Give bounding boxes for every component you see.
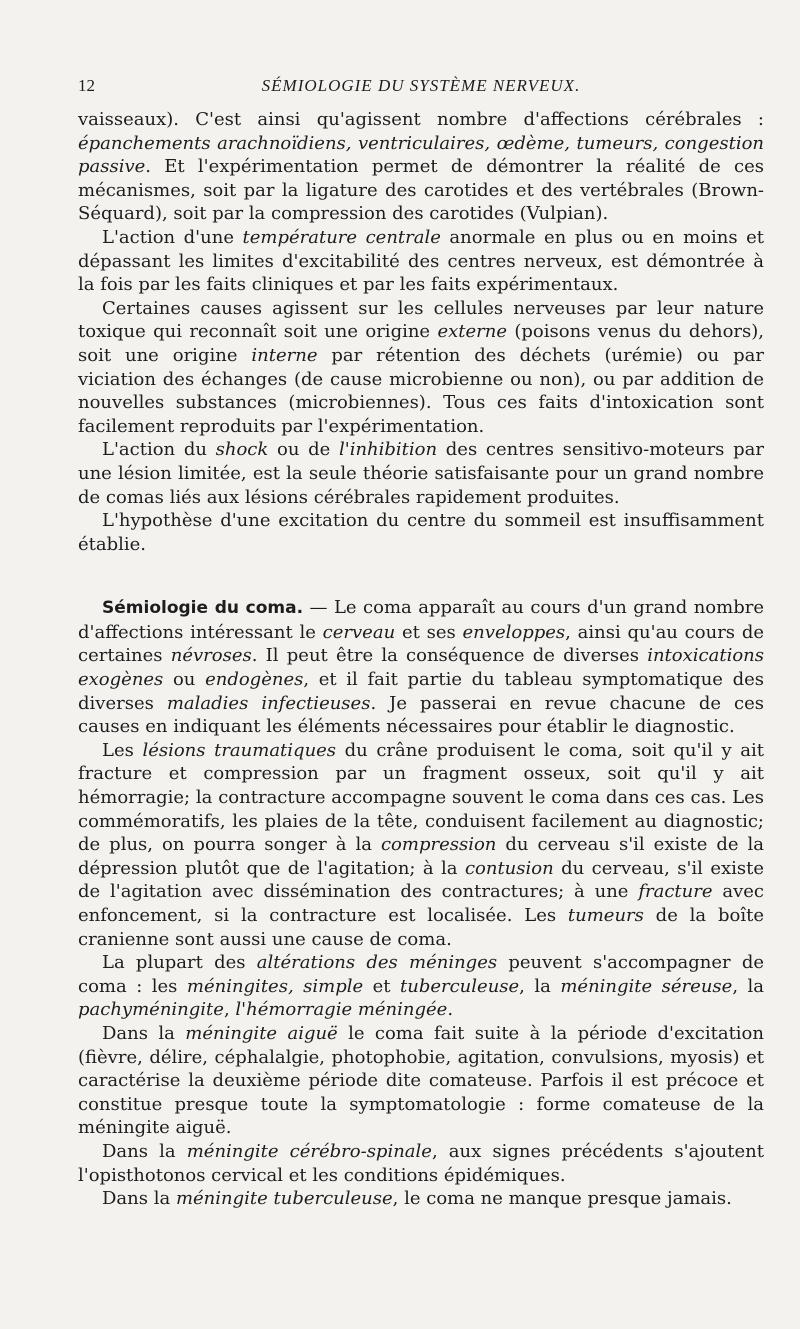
text-run: avec enfoncement, si la contracture est localisée. Les bbox=[78, 881, 764, 926]
text-run: . bbox=[447, 999, 454, 1021]
text-run: L'action d'une bbox=[102, 226, 243, 248]
paragraph bbox=[78, 297, 764, 439]
italic-run: altérations des méninges bbox=[256, 952, 498, 974]
text-run: anormale en plus ou en moins et dépassant les limites d'excitabilité des centres nerveux, est démontrée à la fois par les faits cliniques et par les faits expérimentaux. bbox=[78, 226, 765, 296]
italic-run: pachyméningite bbox=[78, 999, 224, 1021]
paragraph bbox=[78, 739, 764, 951]
text-run: ou de bbox=[268, 439, 339, 461]
paragraph bbox=[78, 108, 764, 226]
text-run: Dans la bbox=[102, 1188, 176, 1210]
text-run: , ainsi qu'au cours de certaines bbox=[78, 621, 764, 667]
text-run: par rétention des déchets (urémie) ou par viciation des échanges (de cause microbienne ou non), ou par addition de nouvelles substances (microbiennes). Tous ces faits d'intoxication sont facilement reproduits par l'expérimentation. bbox=[78, 344, 764, 437]
page-header bbox=[78, 76, 764, 100]
italic-run: lésions traumatiques bbox=[142, 739, 337, 761]
paragraph bbox=[78, 1140, 764, 1187]
text-run: vaisseaux). C'est ainsi qu'agissent nombre d'affections cérébrales : bbox=[78, 109, 764, 130]
italic-run: maladies infectieuses bbox=[166, 692, 371, 714]
text-run: Certaines causes agissent sur les cellules nerveuses par leur nature toxique qui reconnaît soit une origine bbox=[78, 297, 764, 343]
paragraph bbox=[78, 1187, 764, 1211]
text-run: — Le coma apparaît au cours d'un grand nombre d'affections intéressant le bbox=[78, 597, 764, 643]
text-run: , et il fait partie du tableau symptomatique des diverses bbox=[78, 669, 765, 714]
italic-run: méningite séreuse bbox=[560, 975, 733, 997]
text-run: Les bbox=[102, 739, 143, 761]
italic-run: méningite aiguë bbox=[185, 1022, 338, 1044]
text-run: , bbox=[223, 999, 236, 1021]
paragraph bbox=[78, 226, 764, 297]
text-run: , la bbox=[732, 975, 765, 997]
text-run: , aux signes précédents s'ajoutent l'opisthotonos cervical et les conditions épidémiques. bbox=[78, 1140, 764, 1186]
text-run: L'action du bbox=[102, 439, 216, 461]
italic-run: méningites, simple bbox=[186, 975, 364, 997]
italic-run: l'hémorragie méningée bbox=[235, 999, 448, 1021]
text-run: La plupart des bbox=[102, 952, 257, 974]
italic-run: tumeurs bbox=[567, 905, 644, 926]
italic-run: tuberculeuse bbox=[400, 975, 520, 997]
italic-run: névroses bbox=[170, 645, 252, 667]
text-run: Dans la bbox=[102, 1022, 186, 1044]
italic-run: cerveau bbox=[322, 621, 396, 643]
italic-run: épanchements arachnoïdiens, ventriculaires, œdème, tumeurs, congestion passive. bbox=[78, 132, 764, 178]
text-run: Dans la bbox=[102, 1140, 187, 1162]
italic-run: méningite tuberculeuse bbox=[175, 1188, 393, 1210]
body-text bbox=[78, 108, 764, 1211]
text-run: L'hypothèse d'une excitation du centre du sommeil est insuffisamment établie. bbox=[78, 510, 764, 555]
italic-run: shock bbox=[215, 439, 269, 461]
text-run: , le coma ne manque presque jamais. bbox=[392, 1188, 732, 1210]
italic-run: enveloppes bbox=[462, 621, 566, 643]
italic-run: interne bbox=[251, 344, 318, 366]
text-run: et ses bbox=[395, 621, 463, 643]
text-run: (poisons venus du dehors), soit une origine bbox=[78, 321, 765, 366]
text-run: du crâne produisent le coma, soit qu'il y ait fracture et compression par un fragment osseux, soit qu'il y ait hémorragie; la contracture accompagne souvent le coma dans ces cas. Les commémoratifs, les plaies de la tête, conduisent facilement au diagnostic; de plus, on pourra songer à la bbox=[78, 739, 764, 856]
italic-run: contusion bbox=[464, 857, 554, 879]
italic-run: l'inhibition bbox=[338, 439, 438, 461]
text-run: , la bbox=[519, 975, 561, 997]
text-run: des centres sensitivo-moteurs par une lésion limitée, est la seule théorie satisfaisante pour un grand nombre de comas liés aux lésions cérébrales rapidement produites. bbox=[78, 439, 764, 508]
text-run: et bbox=[363, 975, 400, 997]
text-run: du cerveau, s'il existe de l'agitation avec dissémination des contractures; à une bbox=[78, 857, 765, 903]
text-run: de la boîte cranienne sont aussi une cause de coma. bbox=[78, 905, 764, 950]
text-run: . Je passerai en revue chacune de ces causes en indiquant les éléments nécessaires pour établir le diagnostic. bbox=[78, 692, 764, 738]
italic-run: intoxications exogènes bbox=[78, 645, 765, 691]
text-run: peuvent s'accompagner de coma : les bbox=[78, 952, 764, 997]
text-run: Et l'expérimentation permet de démontrer la réalité de ces mécanismes, soit par la ligature des carotides et des vertébrales (Brown-Séquard), soit par la compression des carotides (Vulpian). bbox=[78, 156, 764, 225]
italic-run: externe bbox=[437, 321, 507, 343]
page-number: 12 bbox=[78, 76, 95, 95]
paragraph bbox=[78, 438, 764, 509]
paragraph bbox=[78, 951, 764, 1022]
italic-run: endogènes bbox=[205, 669, 304, 691]
text-run: . Il peut être la conséquence de diverses bbox=[251, 645, 648, 667]
paragraph bbox=[78, 509, 764, 556]
running-title: SÉMIOLOGIE DU SYSTÈME NERVEUX. bbox=[261, 76, 581, 95]
text-run: ou bbox=[163, 669, 206, 691]
italic-run: fracture bbox=[638, 881, 713, 903]
italic-run: compression bbox=[380, 834, 497, 856]
text-run: le coma fait suite à la période d'excitation (fièvre, délire, céphalalgie, photophobie, agitation, convulsions, myosis) et caractérise la deuxième période dite comateuse. Parfois il est précoce et constitue presque toute la symptomatologie : forme comateuse de la méningite aiguë. bbox=[78, 1022, 764, 1139]
italic-run: méningite cérébro-spinale bbox=[186, 1140, 432, 1162]
paragraph bbox=[78, 1022, 764, 1140]
italic-run: température centrale bbox=[242, 226, 441, 248]
text-run: du cerveau s'il existe de la dépression plutôt que de l'agitation; à la bbox=[78, 834, 764, 879]
section-paragraph bbox=[78, 596, 764, 739]
section-heading: Sémiologie du coma. bbox=[102, 598, 304, 619]
